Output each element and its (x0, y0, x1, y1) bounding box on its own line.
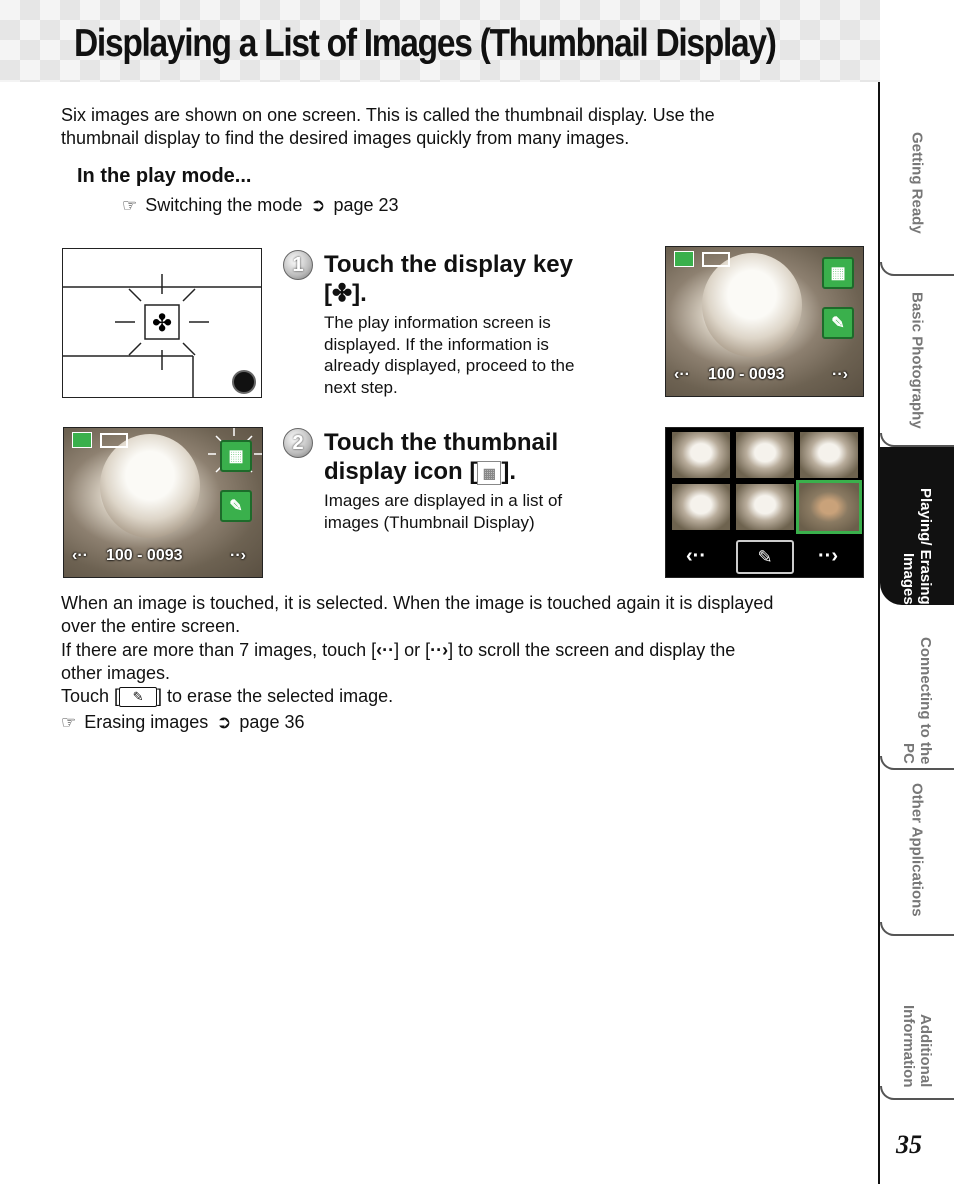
page-number: 35 (896, 1130, 922, 1159)
arrow-icon: ➲ (310, 195, 326, 215)
display-key-diagram (63, 249, 261, 397)
page-title: Displaying a List of Images (Thumbnail Display) (74, 22, 776, 65)
erase-icon[interactable]: ✎ (220, 490, 252, 522)
thumbnail-icon[interactable]: ▦ (822, 257, 854, 289)
thumbnail-image[interactable] (672, 484, 730, 530)
play-screen-lcd-2 (63, 427, 263, 578)
tab-getting-ready[interactable]: Getting Ready (908, 132, 926, 234)
notes-paragraph: When an image is touched, it is selected. When the image is touched again it is displayed over the entire screen. If there are more than 7 images, touch [‹··] or [··›] to scroll the screen and display the other images. Touch [ ✎ ] to erase the selected image. (61, 593, 774, 707)
prev-arrow-icon[interactable]: ‹·· (686, 545, 706, 567)
battery-icon (100, 433, 128, 448)
reference-switching-mode[interactable]: ☞ Switching the mode ➲ page 23 (122, 195, 399, 215)
erase-icon: ✎ (119, 687, 157, 707)
thumbnail-image[interactable] (672, 432, 730, 478)
play-mode-icon (72, 432, 92, 448)
erase-icon[interactable]: ✎ (822, 307, 854, 339)
subheading: In the play mode... (77, 165, 252, 187)
play-mode-icon (674, 251, 694, 267)
tab-additional-information[interactable]: Additional Information (900, 1004, 934, 1087)
tab-other-applications[interactable]: Other Applications (908, 783, 926, 917)
thumbnail-image[interactable] (736, 432, 794, 478)
step-2-heading: Touch the thumbnail display icon [ ▦ ]. (324, 429, 559, 485)
erase-button[interactable]: ✎ (736, 540, 794, 574)
step-2-number: 2 (283, 428, 313, 458)
step-1-body: The play information screen is displayed. If the information is already displayed, proceed to the next step. (324, 313, 575, 397)
thumbnail-icon: ▦ (477, 461, 501, 485)
arrow-icon: ➲ (216, 712, 232, 732)
pointing-hand-icon: ☞ (61, 712, 77, 732)
tab-basic-photography[interactable]: Basic Photography (908, 291, 926, 429)
battery-icon (702, 252, 730, 267)
play-screen-lcd (665, 246, 864, 397)
next-arrow-icon[interactable]: ··› (230, 547, 246, 564)
thumbnail-display-lcd (665, 427, 864, 578)
next-arrow-icon[interactable]: ··› (818, 545, 838, 567)
thumbnail-image[interactable] (736, 484, 794, 530)
prev-arrow-icon[interactable]: ‹·· (72, 547, 88, 564)
display-key-icon: ✤ (151, 309, 173, 337)
camera-diagram (62, 248, 262, 398)
step-1-heading: Touch the display key [✤]. (324, 251, 573, 307)
display-key-icon: ✤ (332, 280, 353, 307)
reference-erasing-images[interactable]: ☞ Erasing images ➲ page 36 (61, 712, 305, 732)
prev-arrow-icon: ‹·· (376, 639, 395, 660)
next-arrow-icon[interactable]: ··› (832, 366, 848, 383)
dog-photo (702, 253, 802, 357)
file-counter: 100 - 0093 (708, 366, 785, 383)
prev-arrow-icon[interactable]: ‹·· (674, 366, 690, 383)
tab-connecting-to-pc[interactable]: Connecting to the PC (900, 636, 934, 764)
step-2-body: Images are displayed in a list of images (Thumbnail Display) (324, 491, 563, 532)
dog-photo (100, 434, 200, 538)
tab-playing-erasing-images[interactable]: Playing/ Erasing Images (880, 447, 954, 605)
step-1-number: 1 (283, 250, 313, 280)
intro-paragraph: Six images are shown on one screen. This is called the thumbnail display. Use the thumbnail display to find the desired images quickly from many images. (61, 105, 715, 148)
next-arrow-icon: ··› (430, 639, 449, 660)
pointing-hand-icon: ☞ (122, 195, 138, 215)
thumbnail-icon[interactable]: ▦ (220, 440, 252, 472)
file-counter: 100 - 0093 (106, 547, 183, 564)
selected-thumbnail-image[interactable] (796, 480, 862, 534)
thumbnail-image[interactable] (800, 432, 858, 478)
